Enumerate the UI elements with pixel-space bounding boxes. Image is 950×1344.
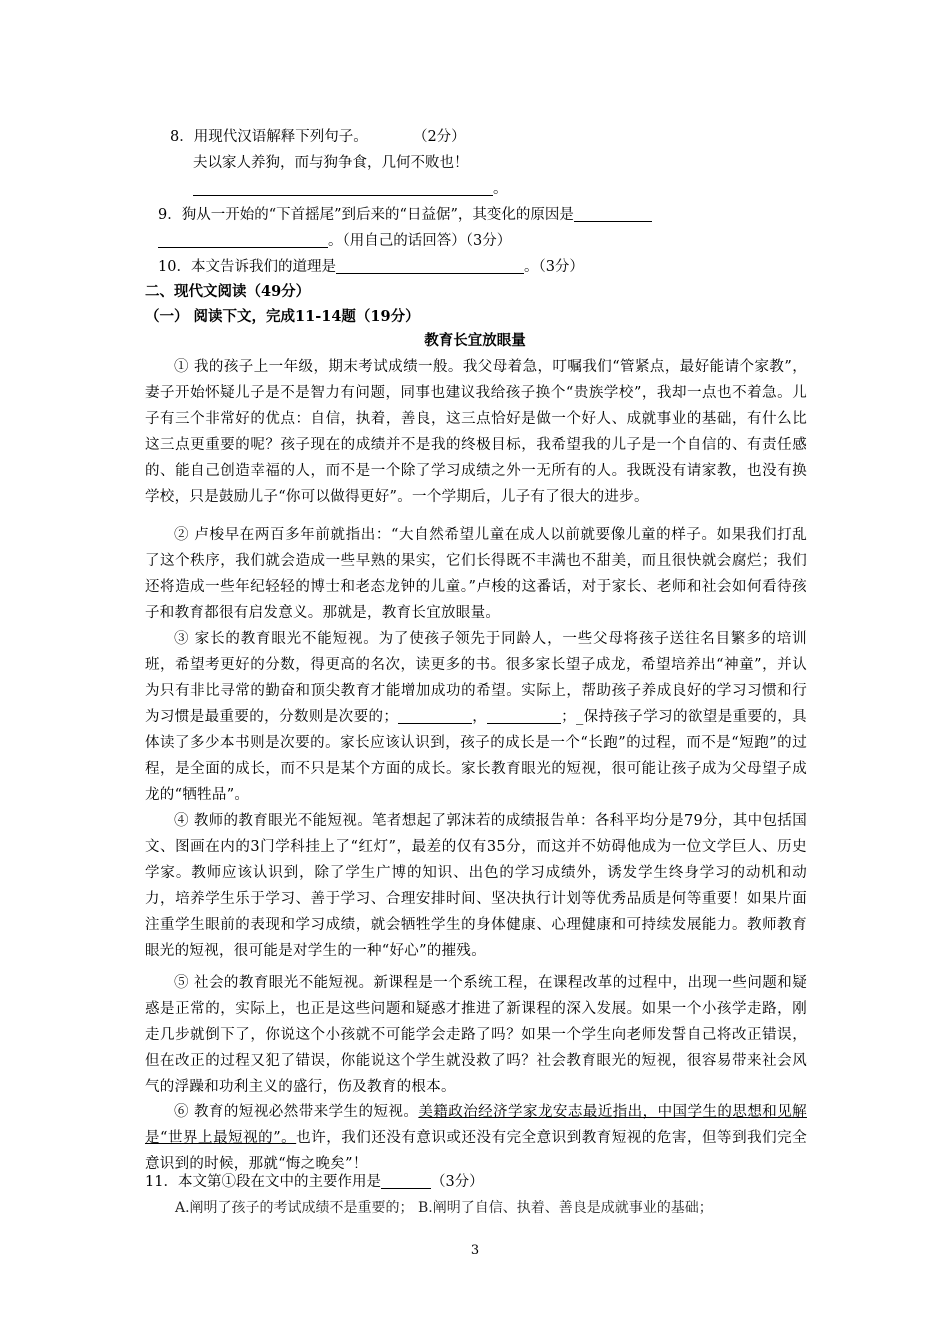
- paragraph-3-blank-2[interactable]: [487, 707, 561, 724]
- subsection-heading: （一） 阅读下文，完成11-14题（19分）: [145, 308, 420, 325]
- q10-line: [158, 255, 584, 279]
- q10-answer-blank[interactable]: [336, 257, 524, 274]
- section-heading: 二、现代文阅读（49分）: [145, 283, 311, 300]
- paragraph-3-text-b: ；_保持孩子学习的欲望是重要的，具体读了多少本书则是次要的。家长应该认识到，孩子的成长是一个“长跑”的过程，而不是“短跑”的过程，是全面的成长，而不只是某个方面的成长。家长教育眼光的短视，很可能让孩子成为父母望子成龙的“牺牲品”。: [145, 709, 807, 803]
- q11-score: （3分）: [430, 1174, 484, 1190]
- q10-stem: 10．本文告诉我们的道理是: [158, 259, 336, 275]
- q10-tail: 。（3分）: [523, 259, 584, 275]
- page-number: 3: [470, 1243, 480, 1258]
- q8-end: 。: [493, 181, 508, 197]
- q9-line: [158, 203, 652, 227]
- paragraph-3-sep: ，: [472, 709, 488, 725]
- q11-options: A.阐明了孩子的考试成绩不是重要的； B.阐明了自信、执着、善良是成就事业的基础；: [175, 1200, 713, 1216]
- q9-tail: 。（用自己的话回答）（3分）: [328, 233, 512, 249]
- article-title: 教育长宜放眼量: [424, 332, 526, 349]
- paragraph-6: [145, 1099, 807, 1177]
- paragraph-3-blank-1[interactable]: [398, 707, 472, 724]
- q8-score: （2分）: [412, 129, 466, 145]
- q11-line: [145, 1170, 484, 1194]
- q8-stem: 8．用现代汉语解释下列句子。: [170, 129, 368, 145]
- paragraph-4: ④ 教师的教育眼光不能短视。笔者想起了郭沫若的成绩报告单：各科平均分是79分，其中包括国文、图画在内的3门学科挂上了“红灯”，最差的仅有35分，而这并不妨碍他成为一位文学巨人、历史学家。教师应该认识到，除了学生广博的知识、出色的学习成绩外，诱发学生终身学习的动机和动力，培养学生乐于学习、善于学习、合理安排时间、坚决执行计划等优秀品质是何等重要！如果片面注重学生眼前的表现和学习成绩，就会牺牲学生的身体健康、心理健康和可持续发展能力。教师教育眼光的短视，很可能是对学生的一种“好心”的摧残。: [145, 813, 807, 959]
- q8-answer-blank[interactable]: [193, 179, 493, 196]
- paragraph-6-text-b: 也许，我们还没有意识或还没有完全意识到教育短视的危害，但等到我们完全意识到的时候，那就“悔之晚矣”！: [145, 1130, 807, 1172]
- q11-answer-blank[interactable]: [381, 1172, 431, 1189]
- paragraph-3-text-a: ③ 家长的教育眼光不能短视。为了使孩子领先于同龄人，一些父母将孩子送往名目繁多的培训班，希望考更好的分数，得更高的名次，读更多的书。很多家长望子成龙，希望培养出“神童”，并认为只有非比寻常的勤奋和顶尖教育才能增加成功的希望。实际上，帮助孩子养成良好的学习习惯和行为习惯是最重要的，分数则是次要的；: [145, 631, 807, 725]
- q8-sentence: 夫以家人养狗，而与狗争食，几何不败也！: [193, 155, 469, 171]
- paragraph-1: ① 我的孩子上一年级，期末考试成绩一般。我父母着急，叮嘱我们“管紧点，最好能请个家教”，妻子开始怀疑儿子是不是智力有问题，同事也建议我给孩子换个“贵族学校”，我却一点也不着急。儿子有三个非常好的优点：自信，执着，善良，这三点恰好是做一个好人、成就事业的基础，有什么比这三点更重要的呢？孩子现在的成绩并不是我的终极目标，我希望我的儿子是一个自信的、有责任感的、能自己创造幸福的人，而不是一个除了学习成绩之外一无所有的人。我既没有请家教，也没有换学校，只是鼓励儿子“你可以做得更好”。一个学期后，儿子有了很大的进步。: [145, 359, 807, 505]
- q9-answer-blank-2[interactable]: [158, 231, 328, 248]
- q8-answer-line: [193, 177, 508, 201]
- paragraph-6-text-a: ⑥ 教育的短视必然带来学生的短视。: [174, 1104, 419, 1120]
- paragraph-5: ⑤ 社会的教育眼光不能短视。新课程是一个系统工程，在课程改革的过程中，出现一些问题和疑惑是正常的，实际上，也正是这些问题和疑惑才推进了新课程的深入发展。如果一个小孩学走路，刚走几步就倒下了，你说这个小孩就不可能学会走路了吗？如果一个学生向老师发誓自己将改正错误，但在改正的过程又犯了错误，你能说这个学生就没救了吗？社会教育眼光的短视，很容易带来社会风气的浮躁和功利主义的盛行，伤及教育的根本。: [145, 975, 807, 1095]
- q11-stem: 11．本文第①段在文中的主要作用是: [145, 1174, 381, 1190]
- q9-stem: 9．狗从一开始的“下首摇尾”到后来的“日益倨”，其变化的原因是: [158, 207, 574, 223]
- q9-line-2: [158, 229, 511, 253]
- q9-answer-blank-1[interactable]: [574, 205, 652, 222]
- paragraph-2: ② 卢梭早在两百多年前就指出：“大自然希望儿童在成人以前就要像儿童的样子。如果我们打乱了这个秩序，我们就会造成一些早熟的果实，它们长得既不丰满也不甜美，而且很快就会腐烂；我们还将造成一些年纪轻轻的博士和老态龙钟的儿童。”卢梭的这番话，对于家长、老师和社会如何看待孩子和教育都很有启发意义。那就是，教育长宜放眼量。: [145, 527, 807, 621]
- paragraph-6-underlined-sentence: 美籍政治经济学家龙安志最近指出，中国学生的思想和见解是“世界上最短视的”。: [145, 1104, 807, 1146]
- q8-line: [170, 125, 466, 149]
- paragraph-3: [145, 626, 807, 808]
